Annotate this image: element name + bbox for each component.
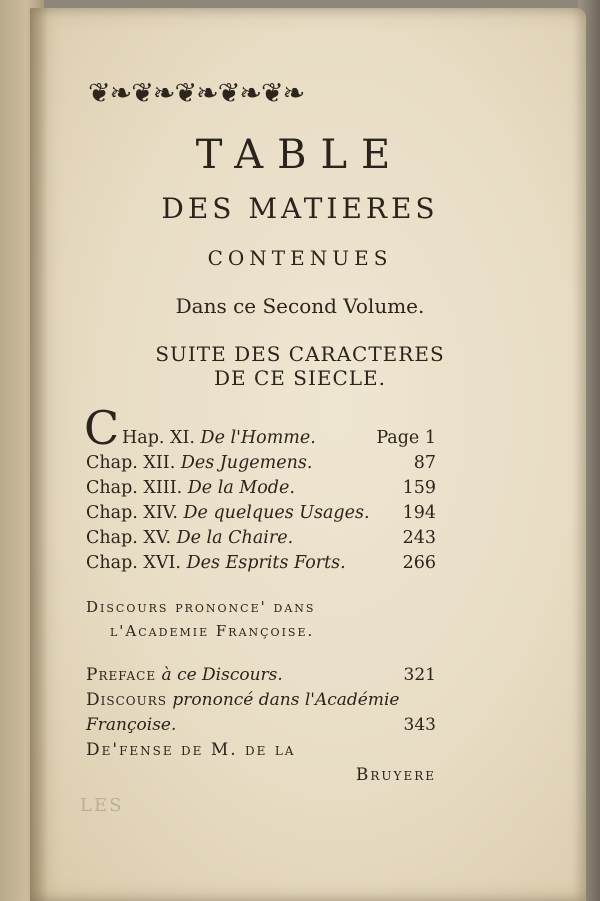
toc-title: Des Jugemens. — [180, 453, 313, 473]
toc-page: 243 — [402, 528, 436, 548]
toc-page: 87 — [413, 453, 436, 473]
discours-title: prononcé dans l'Académie — [172, 690, 400, 710]
toc-chapter: Chap. XII. — [86, 453, 176, 473]
toc-label — [86, 453, 312, 473]
toc-chapter: Hap. XI. — [122, 428, 195, 448]
back-row-preface — [86, 665, 436, 689]
title-des-matieres: DES MATIERES — [161, 192, 439, 225]
toc-chapter: Chap. XIV. — [86, 503, 178, 523]
defense-label: De'fense de M. de la — [86, 740, 296, 760]
toc-label — [86, 553, 346, 573]
fleuron-ornament — [88, 78, 428, 112]
back-row-discours — [86, 690, 436, 714]
toc-row — [122, 428, 436, 452]
discours-label: Discours — [86, 690, 167, 710]
toc-row — [86, 503, 436, 527]
toc-page: Page 1 — [376, 428, 436, 448]
discours-heading-line2: l'Academie Françoise. — [110, 622, 315, 640]
ornament-glyphs: ❦❧❦❧❦❧❦❧❦❧ — [88, 78, 305, 109]
preface-label: Preface — [86, 665, 157, 685]
toc-row — [86, 453, 436, 477]
title-subtitle: Dans ce Second Volume. — [175, 294, 425, 318]
section-heading-line1: SUITE DES CARACTERES — [155, 342, 445, 366]
preface-page: 321 — [403, 665, 436, 685]
section-heading-line2: DE CE SIECLE. — [214, 366, 386, 390]
toc-row — [86, 478, 436, 502]
toc-title: Des Esprits Forts. — [186, 553, 346, 573]
toc-label — [86, 503, 370, 523]
toc-row — [86, 553, 436, 577]
preface-title: à ce Discours. — [161, 665, 283, 685]
drop-cap: C — [84, 401, 120, 455]
toc-label — [122, 428, 316, 448]
toc-chapter: Chap. XV. — [86, 528, 172, 548]
bruyere-label: Bruyere — [355, 765, 436, 785]
toc-chapter: Chap. XVI. — [86, 553, 181, 573]
toc-page: 266 — [402, 553, 436, 573]
back-row-defense — [86, 740, 436, 764]
discours-heading-line1: Discours prononce' dans — [86, 598, 316, 616]
back-row-francoise — [86, 715, 436, 739]
toc-label — [86, 528, 293, 548]
toc-title: De la Mode. — [187, 478, 295, 498]
faded-show-through-text: LES — [80, 795, 124, 816]
francoise-page: 343 — [403, 715, 436, 735]
back-label — [86, 665, 283, 685]
toc-page: 159 — [402, 478, 436, 498]
toc-label — [86, 478, 295, 498]
title-contenues: CONTENUES — [207, 246, 393, 270]
toc-chapter: Chap. XIII. — [86, 478, 183, 498]
back-label — [86, 690, 399, 710]
toc-row — [86, 528, 436, 552]
toc-title: De la Chaire. — [176, 528, 294, 548]
toc-page: 194 — [402, 503, 436, 523]
toc-title: De quelques Usages. — [183, 503, 370, 523]
toc-title: De l'Homme. — [200, 428, 316, 448]
title-table: TABLE — [195, 132, 405, 178]
back-row-bruyere — [86, 765, 436, 789]
francoise-label: Françoise. — [86, 715, 177, 735]
